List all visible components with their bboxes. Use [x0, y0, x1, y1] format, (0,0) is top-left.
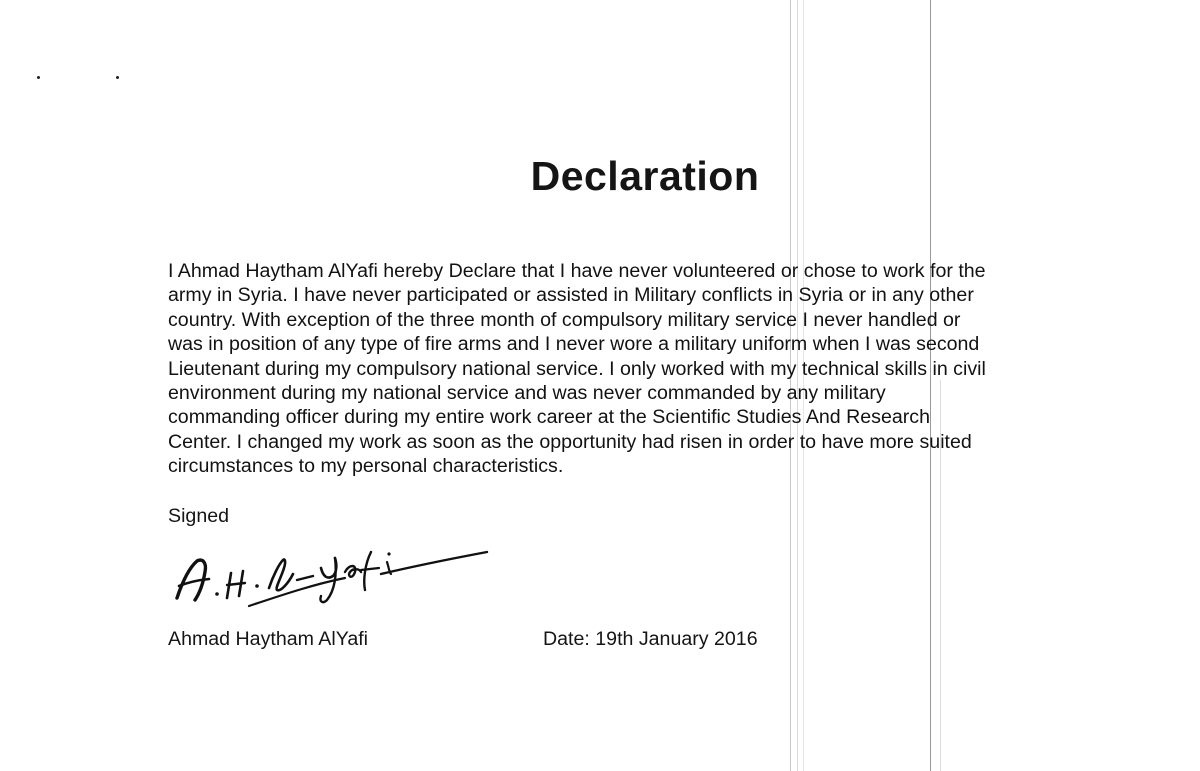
body-line: Lieutenant during my compulsory national service. I only worked with my technical skills in civil: [168, 357, 986, 380]
declaration-body: [168, 259, 1118, 479]
scan-speck: [37, 76, 40, 79]
signer-name: Ahmad Haytham AlYafi: [168, 628, 369, 650]
body-line: commanding officer during my entire work career at the Scientific Studies And Research: [168, 406, 930, 429]
signed-label: Signed: [168, 505, 230, 527]
body-line: army in Syria. I have never participated or assisted in Military conflicts in Syria or in any other: [168, 284, 974, 307]
body-line: environment during my national service and was never commanded by any military: [168, 382, 886, 405]
handwritten-signature: [165, 528, 505, 640]
document-title: Declaration: [530, 153, 760, 199]
body-line: Center. I changed my work as soon as the opportunity had risen in order to have more suited: [168, 430, 972, 453]
body-line: was in position of any type of fire arms and I never wore a military uniform when I was second: [168, 333, 980, 356]
body-line: circumstances to my personal characteristics.: [168, 455, 564, 478]
scan-speck: [116, 76, 119, 79]
declaration-date: Date: 19th January 2016: [543, 628, 758, 650]
body-line: I Ahmad Haytham AlYafi hereby Declare that I have never volunteered or chose to work for the: [168, 260, 986, 282]
body-line: country. With exception of the three month of compulsory military service I never handled or: [168, 308, 961, 331]
